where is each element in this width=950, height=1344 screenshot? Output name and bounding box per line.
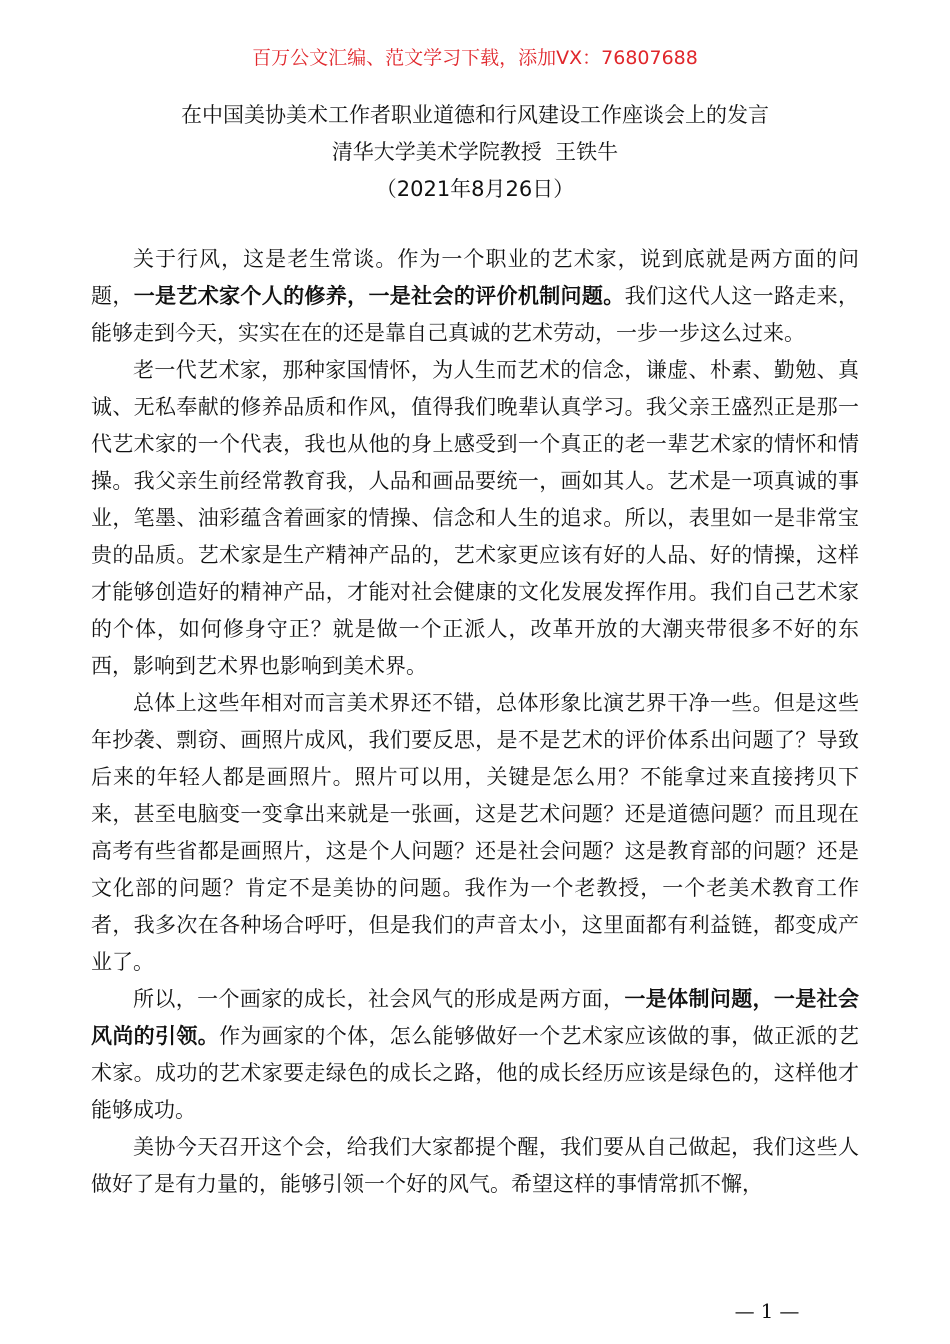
title-block	[0, 97, 950, 208]
paragraph-1-text-c: 我们这代人这一路走来，能够走到今天，实实在在的还是靠自己真诚的艺术劳动，一步一步这么过来。	[91, 284, 860, 345]
paragraph-3: 总体上这些年相对而言美术界还不错，总体形象比演艺界干净一些。但是这些年抄袭、剽窃、画照片成风，我们要反思，是不是艺术的评价体系出问题了？导致后来的年轻人都是画照片。照片可以用，关键是怎么用？不能拿过来直接拷贝下来，甚至电脑变一变拿出来就是一张画，这是艺术问题？还是道德问题？而且现在高考有些省都是画照片，这是个人问题？还是社会问题？这是教育部的问题？还是文化部的问题？肯定不是美协的问题。我作为一个老教授，一个老美术教育工作者，我多次在各种场合呼吁，但是我们的声音太小，这里面都有利益链，都变成产业了。	[91, 691, 859, 974]
paragraph-1-text-a: 关于行风，这是老生常谈。作为一个职业的艺术家，说到底就是两方面的问题，	[91, 247, 859, 308]
paragraph-1	[91, 241, 859, 352]
paragraph-5: 美协今天召开这个会，给我们大家都提个醒，我们要从自己做起，我们这些人做好了是有力量的，能够引领一个好的风气。希望这样的事情常抓不懈，	[91, 1135, 859, 1196]
promo-banner: 百万公文汇编、范文学习下载，添加VX：76807688	[252, 47, 698, 69]
paragraph-4	[91, 981, 859, 1129]
paragraph-1-bold: 一是艺术家个人的修养，一是社会的评价机制问题。	[133, 284, 625, 308]
paragraph-4-text-c: 作为画家的个体，怎么能够做好一个艺术家应该做的事，做正派的艺术家。成功的艺术家要走绿色的成长之路，他的成长经历应该是绿色的，这样他才能够成功。	[91, 1024, 860, 1122]
speech-title: 在中国美协美术工作者职业道德和行风建设工作座谈会上的发言	[181, 103, 769, 127]
speaker-line: 清华大学美术学院教授 王铁牛	[331, 140, 619, 164]
speech-date: （2021年8月26日）	[375, 177, 575, 201]
page-number: —1—	[734, 1299, 806, 1323]
paragraph-2: 老一代艺术家，那种家国情怀，为人生而艺术的信念，谦虚、朴素、勤勉、真诚、无私奉献的修养品质和作风，值得我们晚辈认真学习。我父亲王盛烈正是那一代艺术家的一个代表，我也从他的身上感受到一个真正的老一辈艺术家的情怀和情操。我父亲生前经常教育我，人品和画品要统一，画如其人。艺术是一项真诚的事业，笔墨、油彩蕴含着画家的情操、信念和人生的追求。所以，表里如一是非常宝贵的品质。艺术家是生产精神产品的，艺术家更应该有好的人品、好的情操，这样才能够创造好的精神产品，才能对社会健康的文化发展发挥作用。我们自己艺术家的个体，如何修身守正？就是做一个正派人，改革开放的大潮夹带很多不好的东西，影响到艺术界也影响到美术界。	[91, 358, 859, 678]
speech-body	[91, 241, 859, 1203]
paragraph-4-bold: 一是体制问题，一是社会风尚的引领。	[91, 987, 860, 1048]
paragraph-4-text-a: 所以，一个画家的成长，社会风气的形成是两方面，	[133, 987, 625, 1011]
